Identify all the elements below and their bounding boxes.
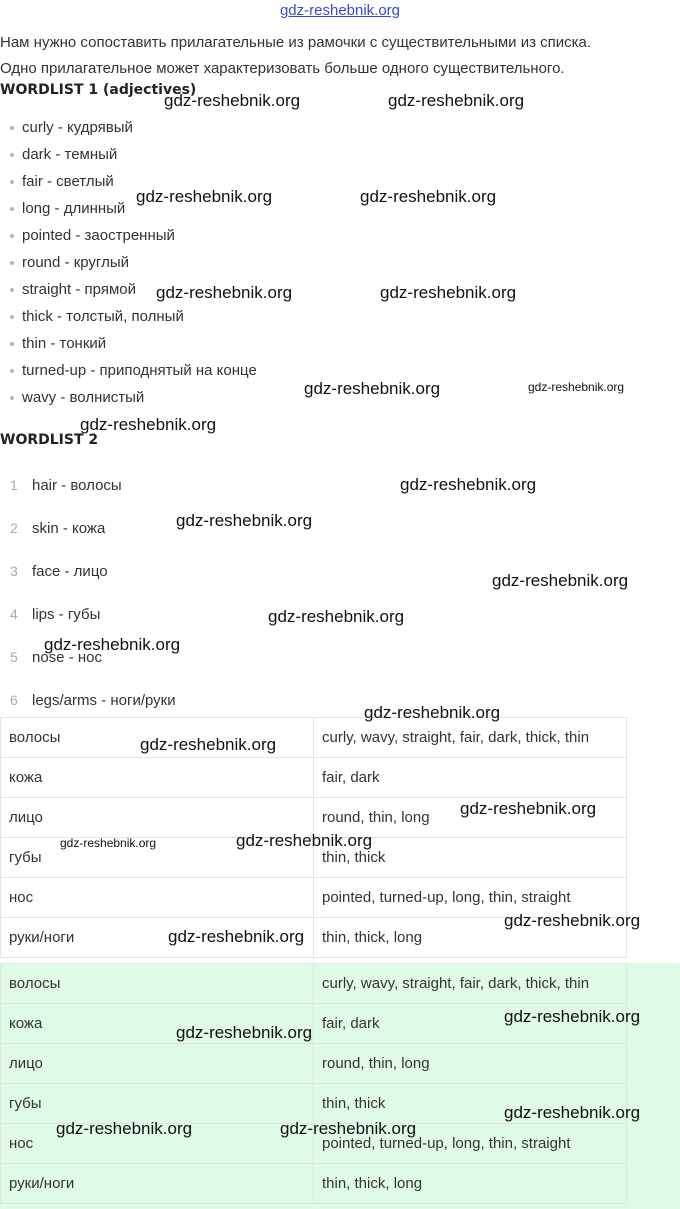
noun-cell: руки/ноги	[1, 918, 314, 958]
adjectives-cell: thin, thick, long	[314, 1164, 627, 1204]
watermark: gdz-reshebnik.org	[44, 635, 181, 654]
item-number: 6	[10, 692, 18, 708]
wordlist1-item	[10, 251, 257, 278]
adjectives-cell: curly, wavy, straight, fair, dark, thick, thin	[314, 964, 627, 1004]
bullet-icon	[10, 288, 14, 292]
noun-cell: нос	[1, 1124, 314, 1164]
watermark: gdz-reshebnik.org	[156, 283, 293, 302]
noun-cell: кожа	[1, 1004, 314, 1044]
noun-cell: руки/ноги	[1, 1164, 314, 1204]
watermark: gdz-reshebnik.org	[56, 1119, 193, 1138]
watermark: gdz-reshebnik.org	[236, 831, 373, 850]
watermark: gdz-reshebnik.org	[268, 607, 405, 626]
table-row	[1, 718, 627, 758]
table-row	[1, 758, 627, 798]
wordlist2-item	[10, 470, 176, 513]
wordlist1-item	[10, 116, 257, 143]
bullet-icon	[10, 396, 14, 400]
noun-cell: губы	[1, 838, 314, 878]
adjectives-cell: thin, thick, long	[314, 918, 627, 958]
watermark: gdz-reshebnik.org	[136, 187, 273, 206]
watermark: gdz-reshebnik.org	[164, 91, 301, 110]
watermark: gdz-reshebnik.org	[492, 571, 629, 590]
table-row	[1, 1044, 627, 1084]
watermark: gdz-reshebnik.org	[504, 1103, 641, 1122]
watermark: gdz-reshebnik.org	[528, 380, 625, 394]
watermark: gdz-reshebnik.org	[380, 283, 517, 302]
watermark: gdz-reshebnik.org	[304, 379, 441, 398]
wordlist2-item-text: legs/arms - ноги/руки	[32, 692, 176, 709]
wordlist1-item	[10, 359, 257, 386]
watermark: gdz-reshebnik.org	[388, 91, 525, 110]
answer-table-highlighted	[0, 963, 627, 1204]
watermark: gdz-reshebnik.org	[60, 836, 157, 850]
adjectives-cell: pointed, turned-up, long, thin, straight	[314, 878, 627, 918]
noun-cell: лицо	[1, 798, 314, 838]
wordlist2-item	[10, 513, 176, 556]
wordlist1-item-text: wavy - волнистый	[22, 389, 145, 406]
wordlist2-item-text: lips - губы	[32, 606, 101, 623]
watermark: gdz-reshebnik.org	[80, 415, 217, 434]
wordlist2-item-text: nose - нос	[32, 649, 102, 666]
wordlist1-item	[10, 332, 257, 359]
watermark: gdz-reshebnik.org	[168, 927, 305, 946]
adjectives-cell: fair, dark	[314, 1004, 627, 1044]
noun-cell: волосы	[1, 718, 314, 758]
bullet-icon	[10, 180, 14, 184]
bullet-icon	[10, 342, 14, 346]
item-number: 5	[10, 649, 18, 665]
watermark: gdz-reshebnik.org	[460, 799, 597, 818]
wordlist1-item-text: pointed - заостренный	[22, 227, 175, 244]
wordlist2-item-text: face - лицо	[32, 563, 108, 580]
wordlist1-item-text: turned-up - приподнятый на конце	[22, 362, 257, 379]
wordlist2-list	[10, 470, 176, 728]
watermark: gdz-reshebnik.org	[364, 703, 501, 722]
bullet-icon	[10, 369, 14, 373]
item-number: 4	[10, 606, 18, 622]
wordlist1-item-text: thin - тонкий	[22, 335, 107, 352]
noun-cell: нос	[1, 878, 314, 918]
table-row	[1, 1164, 627, 1204]
wordlist1-item	[10, 224, 257, 251]
bullet-icon	[10, 126, 14, 130]
wordlist2-item-text: hair - волосы	[32, 477, 122, 494]
wordlist1-item-text: round - круглый	[22, 254, 129, 271]
item-number: 2	[10, 520, 18, 536]
noun-cell: волосы	[1, 964, 314, 1004]
wordlist1-item-text: fair - светлый	[22, 173, 114, 190]
watermark: gdz-reshebnik.org	[176, 1023, 313, 1042]
adjectives-cell: thin, thick	[314, 1084, 627, 1124]
bullet-icon	[10, 315, 14, 319]
wordlist2-heading: WORDLIST 2	[0, 432, 99, 448]
site-link[interactable]: gdz-reshebnik.org	[279, 2, 401, 19]
noun-cell: губы	[1, 1084, 314, 1124]
adjectives-cell: curly, wavy, straight, fair, dark, thick, thin	[314, 718, 627, 758]
adjectives-cell: pointed, turned-up, long, thin, straight	[314, 1124, 627, 1164]
adjectives-cell: thin, thick	[314, 838, 627, 878]
intro-line-2: Одно прилагательное может характеризовать больше одного существительного.	[0, 60, 565, 77]
watermark: gdz-reshebnik.org	[504, 911, 641, 930]
intro-line-1: Нам нужно сопоставить прилагательные из рамочки с существительными из списка.	[0, 34, 592, 51]
wordlist1-heading: WORDLIST 1 (adjectives)	[0, 82, 197, 98]
table-row	[1, 964, 627, 1004]
adjectives-cell: round, thin, long	[314, 1044, 627, 1084]
bullet-icon	[10, 234, 14, 238]
watermark: gdz-reshebnik.org	[400, 475, 537, 494]
wordlist1-item	[10, 143, 257, 170]
wordlist1-item-text: thick - толстый, полный	[22, 308, 184, 325]
noun-cell: кожа	[1, 758, 314, 798]
watermark: gdz-reshebnik.org	[280, 1119, 417, 1138]
item-number: 1	[10, 477, 18, 493]
wordlist1-item	[10, 386, 257, 413]
bullet-icon	[10, 153, 14, 157]
adjectives-cell: fair, dark	[314, 758, 627, 798]
watermark: gdz-reshebnik.org	[140, 735, 277, 754]
adjectives-cell: round, thin, long	[314, 798, 627, 838]
wordlist1-item-text: dark - темный	[22, 146, 118, 163]
wordlist1-item-text: curly - кудрявый	[22, 119, 133, 136]
watermark: gdz-reshebnik.org	[360, 187, 497, 206]
bullet-icon	[10, 261, 14, 265]
noun-cell: лицо	[1, 1044, 314, 1084]
wordlist2-item	[10, 556, 176, 599]
watermark: gdz-reshebnik.org	[176, 511, 313, 530]
wordlist1-item-text: long - длинный	[22, 200, 126, 217]
item-number: 3	[10, 563, 18, 579]
intro-text	[0, 30, 680, 82]
wordlist1-item-text: straight - прямой	[22, 281, 136, 298]
watermark: gdz-reshebnik.org	[504, 1007, 641, 1026]
wordlist1-item	[10, 305, 257, 332]
bullet-icon	[10, 207, 14, 211]
wordlist2-item-text: skin - кожа	[32, 520, 106, 537]
wordlist1-list	[10, 116, 257, 413]
